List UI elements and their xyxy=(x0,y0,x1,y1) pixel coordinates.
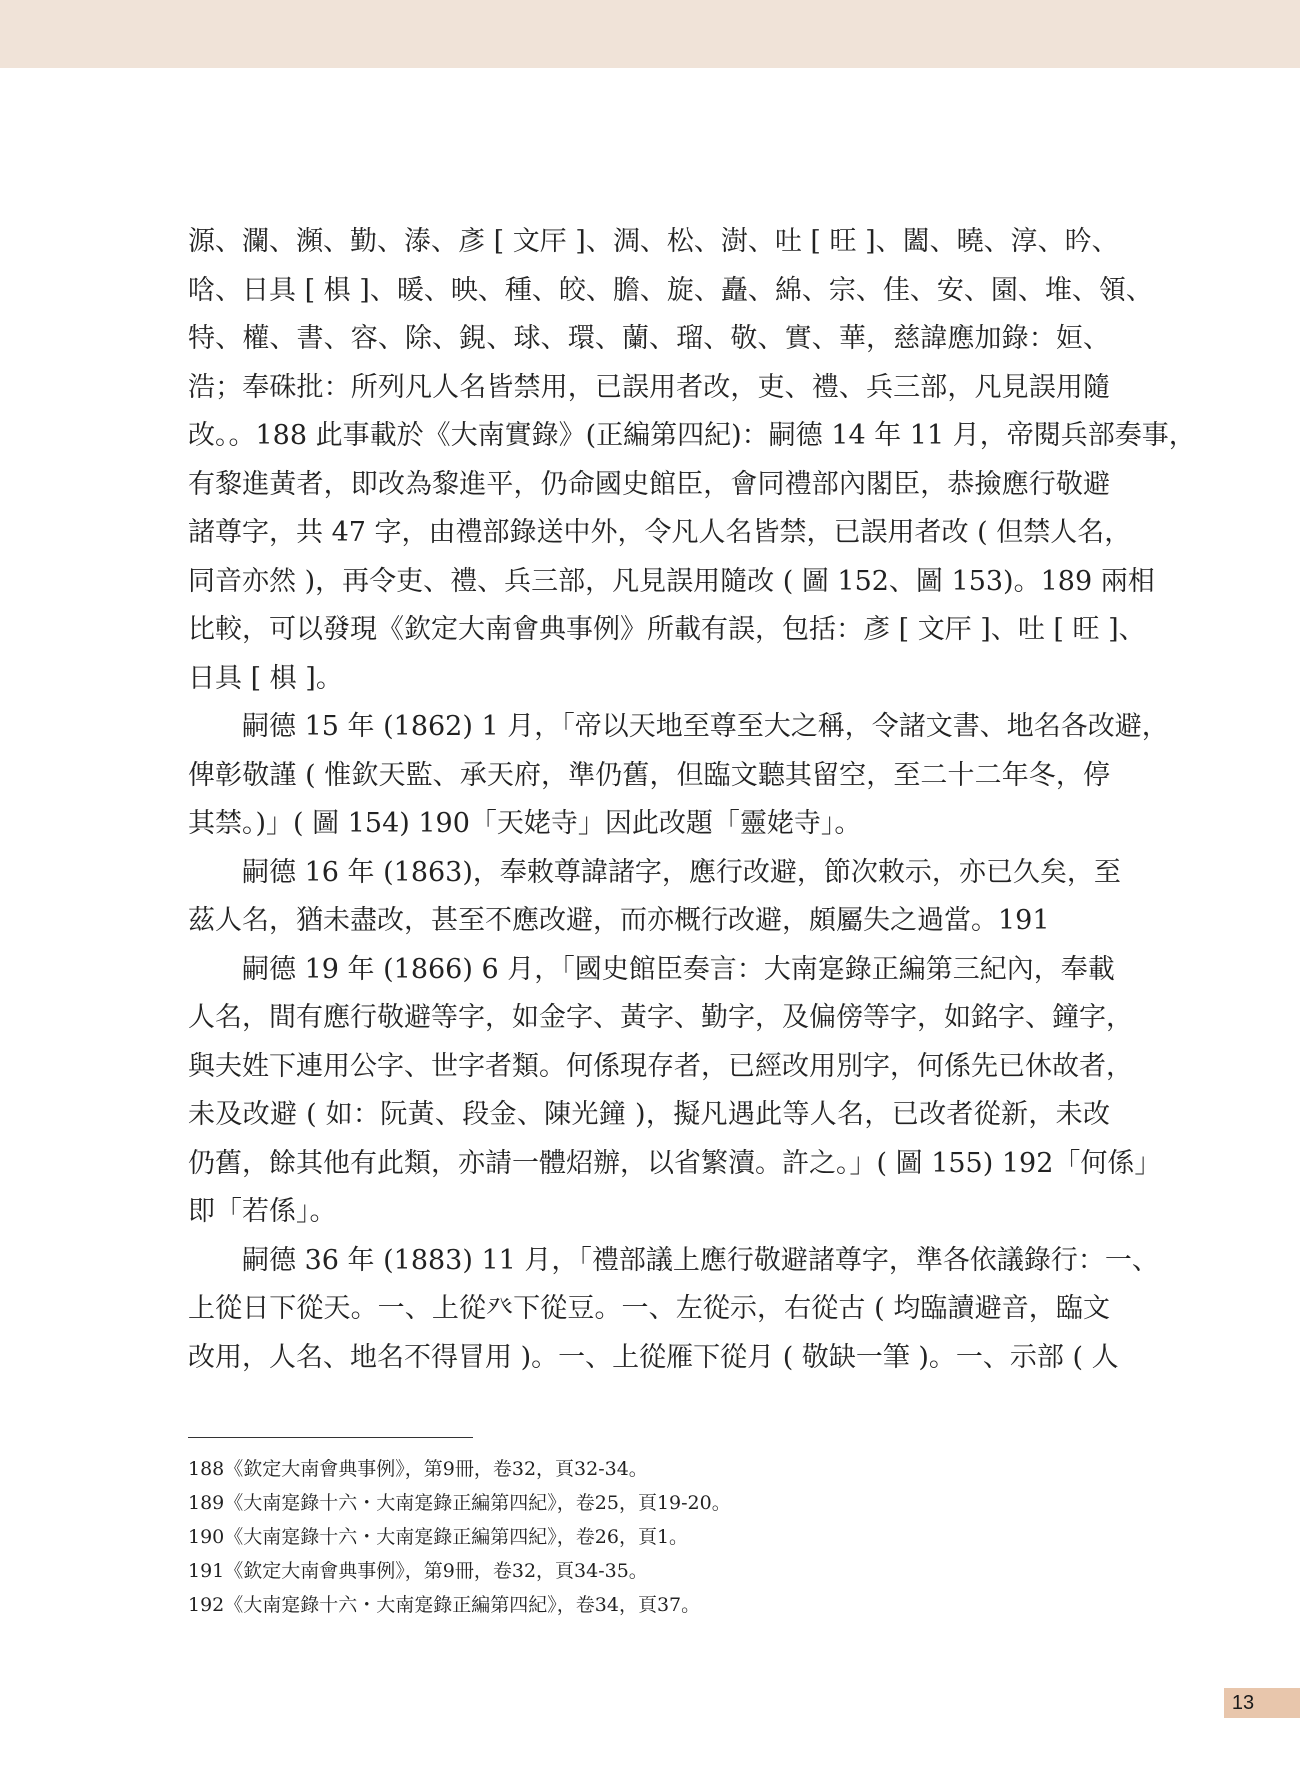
footnote: 192《大南寔錄十六・大南寔錄正編第四紀》，卷34，頁37。 xyxy=(188,1594,701,1616)
body-line: 日具 [ 椇 ]。 xyxy=(188,662,343,694)
body-line: 其禁。)」( 圖 154) 190「天姥寺」因此改題「靈姥寺」。 xyxy=(188,808,862,839)
body-line: 改用，人名、地名不得冒用 )。一、上從雁下從月 ( 敬缺一筆 )。一、示部 ( 人 xyxy=(188,1341,1119,1373)
body-line: 嗣德 15 年 (1862) 1 月，「帝以天地至尊至大之稱，令諸文書、地名各改避， xyxy=(242,711,1169,742)
body-line: 未及改避 ( 如：阮黃、段金、陳光鐘 )，擬凡遇此等人名，已改者從新，未改 xyxy=(188,1099,1110,1130)
footnote: 190《大南寔錄十六・大南寔錄正編第四紀》，卷26，頁1。 xyxy=(188,1526,689,1548)
body-text xyxy=(188,218,1196,1382)
footnote-divider xyxy=(188,1437,473,1438)
body-line: 茲人名，猶未盡改，甚至不應改避，而亦概行改避，頗屬失之過當。191 xyxy=(188,905,1050,936)
body-line: 同音亦然 )，再令吏、禮、兵三部，凡見誤用隨改 ( 圖 152、圖 153)。189 兩相 xyxy=(188,565,1155,597)
body-line: 與夫姓下連用公字、世字者類。何係現存者，已經改用別字，何係先已休故者， xyxy=(188,1050,1133,1082)
body-line: 改。。188 此事載於《大南實錄》(正編第四紀)：嗣德 14 年 11 月，帝閱兵部奏事， xyxy=(188,420,1196,451)
body-line: 人名，間有應行敬避等字，如金字、黃字、勤字，及偏傍等字，如銘字、鐘字， xyxy=(188,1002,1133,1033)
body-line: 諸尊字，共 47 字，由禮部錄送中外，令凡人名皆禁，已誤用者改 ( 但禁人名， xyxy=(188,517,1132,548)
body-line: 比較，可以發現《欽定大南會典事例》所載有誤，包括：彥 [ 文厈 ]、吐 [ 旺 ]、 xyxy=(188,614,1146,645)
body-line: 唅、日具 [ 椇 ]、暖、映、種、皎、膽、旋、矗、綿、宗、佳、安、園、堆、領、 xyxy=(188,274,1153,306)
body-line: 有黎進黃者，即改為黎進平，仍命國史館臣，會同禮部內閣臣，恭撿應行敬避 xyxy=(188,468,1110,500)
body-line: 即「若係」。 xyxy=(188,1196,337,1227)
body-line: 上從日下從天。一、上從癶下從豆。一、左從示，右從古 ( 均臨讀避音，臨文 xyxy=(188,1293,1110,1324)
page-number: 13 xyxy=(1231,1692,1255,1714)
body-line: 源、瀾、瀕、勤、溙、彥 [ 文厈 ]、淍、松、澍、吐 [ 旺 ]、闔、曉、淳、昑、 xyxy=(188,226,1119,257)
body-line: 特、權、書、容、除、鋧、球、環、蘭、瑠、敬、實、華，慈諱應加錄：姮、 xyxy=(188,323,1110,354)
footnote: 191《欽定大南會典事例》，第9冊，卷32，頁34-35。 xyxy=(188,1560,648,1582)
body-line: 嗣德 19 年 (1866) 6 月，「國史館臣奏言：大南寔錄正編第三紀內，奉載 xyxy=(242,953,1115,985)
footnote: 188《欽定大南會典事例》，第9冊，卷32，頁32-34。 xyxy=(188,1458,648,1480)
body-line: 仍舊，餘其他有此類，亦請一體炤辦，以省繁瀆。許之。」( 圖 155) 192「何係」 xyxy=(188,1147,1162,1179)
page-number-tab xyxy=(1224,1688,1300,1718)
body-line: 嗣德 36 年 (1883) 11 月，「禮部議上應行敬避諸尊字，準各依議錄行：一、 xyxy=(242,1244,1159,1276)
body-line: 浩；奉硃批：所列凡人名皆禁用，已誤用者改，吏、禮、兵三部，凡見誤用隨 xyxy=(188,371,1110,403)
footnote: 189《大南寔錄十六・大南寔錄正編第四紀》，卷25，頁19-20。 xyxy=(188,1492,731,1514)
body-line: 俾彰敬謹 ( 惟欽天監、承天府，準仍舊，但臨文聽其留空，至二十二年冬，停 xyxy=(188,759,1110,791)
body-line: 嗣德 16 年 (1863)，奉敕尊諱諸字，應行改避，節次敕示，亦已久矣，至 xyxy=(242,856,1121,888)
footnotes xyxy=(188,1452,888,1622)
header-band xyxy=(0,0,1300,68)
